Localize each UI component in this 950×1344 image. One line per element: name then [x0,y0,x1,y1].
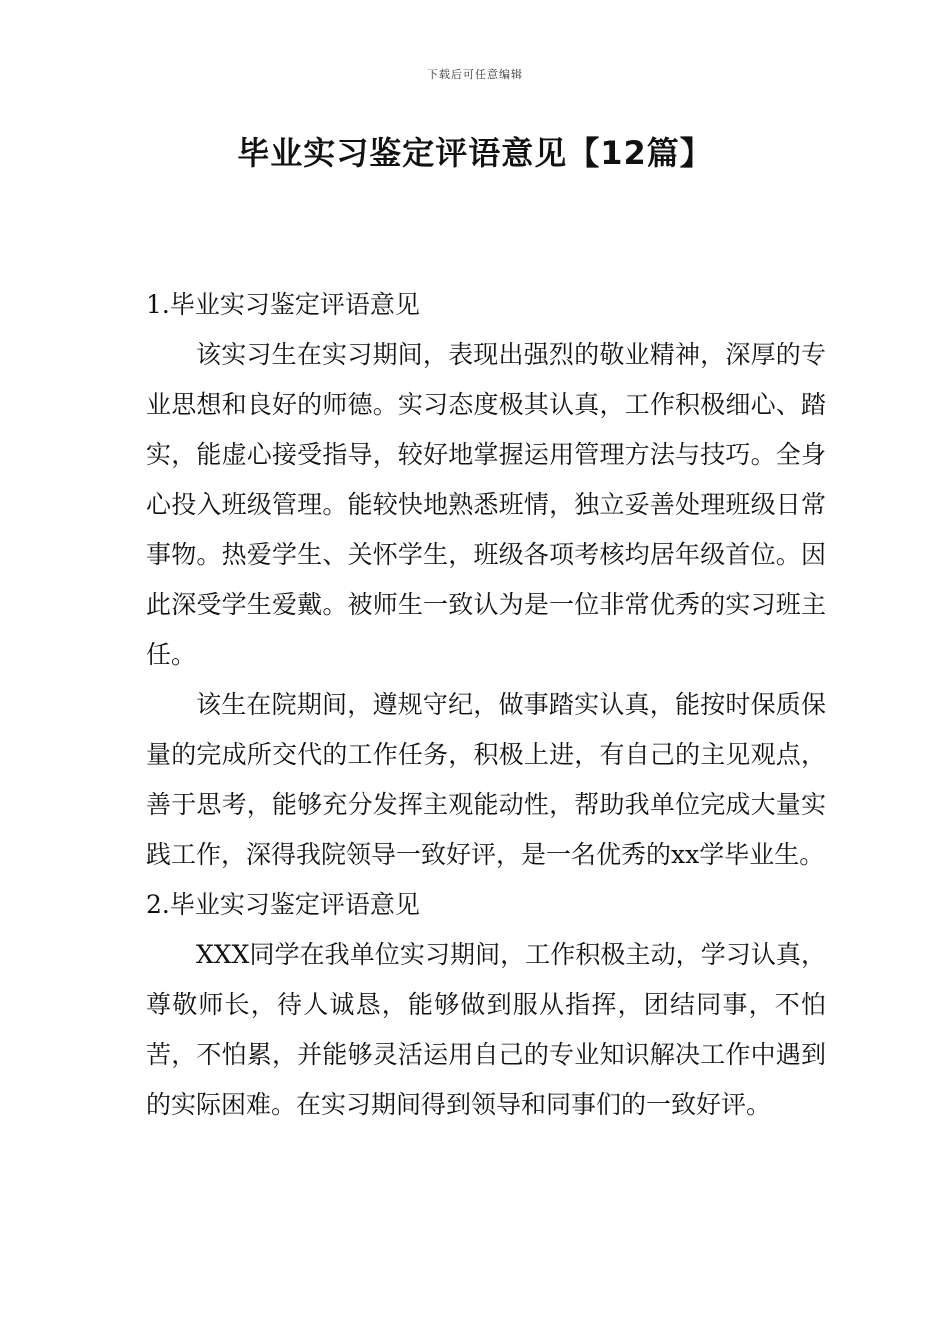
document-title: 毕业实习鉴定评语意见【12篇】 [237,134,713,172]
paragraph: 该实习生在实习期间，表现出强烈的敬业精神，深厚的专业思想和良好的师德。实习态度极其认真，工作积极细心、踏实，能虚心接受指导，较好地掌握运用管理方法与技巧。全身心投入班级管理。能较快地熟悉班情，独立妥善处理班级日常事物。热爱学生、关怀学生，班级各项考核均居年级首位。因此深受学生爱戴。被师生一致认为是一位非常优秀的实习班主任。 [146,340,826,669]
section-heading: 1.毕业实习鉴定评语意见 [146,290,420,319]
header-note: 下载后可任意编辑 [427,68,523,81]
section-1 [146,280,826,880]
document-body [146,280,826,1130]
section-2 [146,880,826,1130]
paragraph: XXX同学在我单位实习期间，工作积极主动，学习认真，尊敬师长，待人诚恳，能够做到服从指挥，团结同事，不怕苦，不怕累，并能够灵活运用自己的专业知识解决工作中遇到的实际困难。在实习期间得到领导和同事们的一致好评。 [146,940,826,1119]
section-heading: 2.毕业实习鉴定评语意见 [146,890,420,919]
paragraph: 该生在院期间，遵规守纪，做事踏实认真，能按时保质保量的完成所交代的工作任务，积极上进，有自己的主见观点，善于思考，能够充分发挥主观能动性，帮助我单位完成大量实践工作，深得我院领导一致好评，是一名优秀的xx学毕业生。 [146,690,826,869]
